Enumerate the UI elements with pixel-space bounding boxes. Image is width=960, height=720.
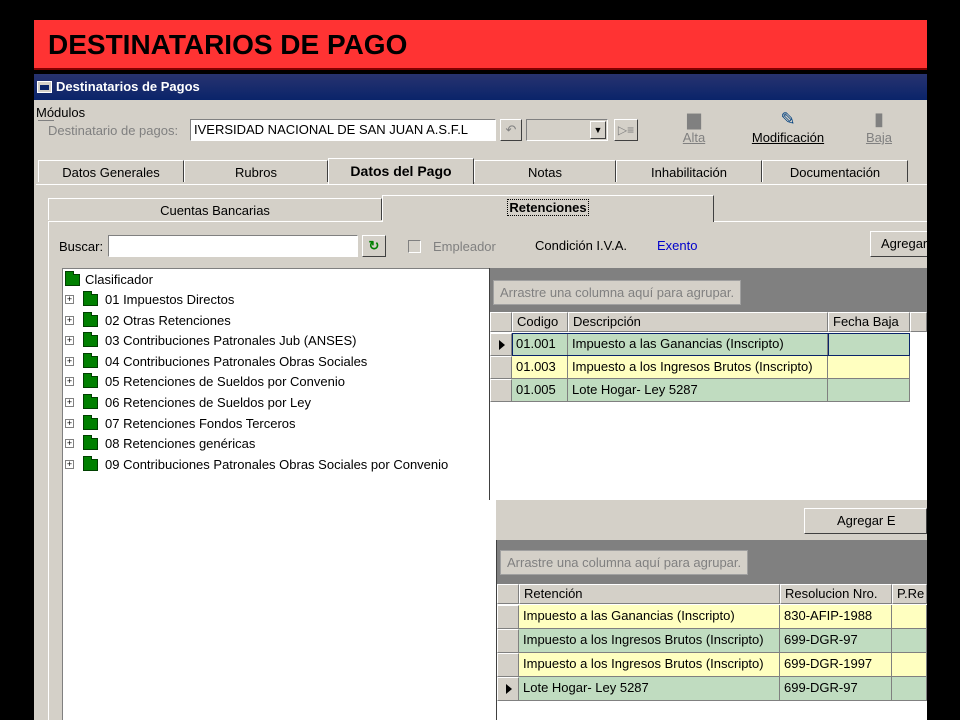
cell-descripcion[interactable]: Impuesto a los Ingresos Brutos (Inscripto) [568, 356, 828, 379]
cell-resolucion[interactable]: 830-AFIP-1988 [780, 605, 892, 629]
modificacion-label: Modificación [751, 130, 825, 145]
cell-p-re[interactable] [892, 653, 927, 677]
refresh-icon: ↻ [368, 238, 380, 253]
row-selector[interactable] [490, 356, 512, 379]
destinatario-field[interactable] [190, 119, 496, 141]
row-selector[interactable] [497, 629, 519, 653]
cell-fecha-baja[interactable] [828, 379, 910, 402]
trash-icon: ▮ [874, 109, 884, 129]
tree-item-label: 03 Contribuciones Patronales Jub (ANSES) [105, 333, 357, 349]
cell-resolucion[interactable]: 699-DGR-97 [780, 677, 892, 701]
modulos-label: Módulos [36, 105, 86, 120]
agregar-button[interactable] [870, 231, 927, 257]
tree-item-label: 09 Contribuciones Patronales Obras Sociales por Convenio [105, 456, 449, 472]
folder-icon [83, 294, 98, 306]
app-window [34, 74, 927, 720]
baja-label: Baja [865, 130, 893, 145]
tab-label: Notas [528, 165, 562, 180]
cell-p-re[interactable] [892, 605, 927, 629]
grid2 [497, 584, 927, 720]
banner-title: DESTINATARIOS DE PAGO [48, 29, 408, 60]
expand-icon[interactable]: + [66, 294, 73, 304]
destinatario-label: Destinatario de pagos: [48, 123, 179, 138]
cell-resolucion[interactable]: 699-DGR-97 [780, 629, 892, 653]
cell-fecha-baja[interactable] [828, 333, 910, 356]
groupbox-line [38, 120, 54, 121]
app-icon [37, 81, 52, 93]
cell-retencion[interactable]: Impuesto a las Ganancias (Inscripto) [519, 605, 780, 629]
cell-codigo[interactable]: 01.005 [512, 379, 568, 402]
expand-icon[interactable]: + [66, 314, 73, 325]
grid1-group-hint: Arrastre una columna aquí para agrupar. [493, 280, 741, 305]
tree-item-label: 07 Retenciones Fondos Terceros [105, 415, 296, 431]
subtab-panel-left [48, 221, 49, 720]
tab-datos-generales[interactable] [38, 160, 184, 182]
agregar-label: Agregar [881, 236, 927, 251]
agregar-e-button[interactable] [804, 508, 927, 534]
folder-icon [83, 397, 98, 409]
cell-fecha-baja[interactable] [828, 356, 910, 379]
current-row-icon [499, 340, 505, 350]
refresh-small-button[interactable] [500, 119, 522, 141]
subtab-label: Cuentas Bancarias [160, 203, 270, 218]
row-selector[interactable] [497, 605, 519, 629]
folder-icon [83, 335, 98, 347]
tree-item-label: 05 Retenciones de Sueldos por Convenio [105, 374, 345, 390]
alta-label: Alta [682, 130, 706, 145]
subtab-cuentas-bancarias[interactable] [48, 198, 382, 220]
cell-codigo[interactable]: 01.001 [512, 333, 568, 356]
new-document-icon: ▆ [687, 109, 701, 129]
baja-button[interactable] [859, 108, 899, 145]
folder-icon [83, 376, 98, 388]
tree-item-label: 06 Retenciones de Sueldos por Ley [105, 395, 311, 410]
refresh-icon: ↶ [505, 122, 517, 137]
folder-icon [83, 438, 98, 450]
cell-descripcion[interactable]: Lote Hogar- Ley 5287 [568, 379, 828, 402]
folder-icon [83, 356, 98, 368]
condicion-iva-value: Exento [657, 238, 698, 253]
grid2-header-retencion[interactable]: Retención [519, 584, 780, 604]
row-selector[interactable] [497, 677, 519, 701]
subtab-retenciones[interactable] [382, 195, 714, 222]
grid2-header-resolucion[interactable]: Resolucion Nro. [780, 584, 892, 604]
expand-icon[interactable]: + [66, 397, 73, 407]
expand-icon[interactable]: + [66, 355, 73, 366]
window-title: Destinatarios de Pagos [56, 79, 200, 94]
folder-icon [65, 274, 80, 286]
search-input[interactable] [108, 235, 358, 257]
grid1-header-descripcion[interactable]: Descripción [568, 312, 828, 332]
cell-retencion[interactable]: Impuesto a los Ingresos Brutos (Inscripto) [519, 629, 780, 653]
expand-icon[interactable]: + [66, 376, 73, 387]
expand-icon[interactable]: + [66, 335, 73, 346]
tab-datos-del-pago[interactable] [328, 158, 474, 184]
cell-p-re[interactable] [892, 677, 927, 701]
subtab-label: Retenciones [509, 200, 587, 215]
tree-root-label: Clasificador [85, 272, 153, 287]
cell-resolucion[interactable]: 699-DGR-1997 [780, 653, 892, 677]
navigate-button[interactable] [614, 119, 638, 141]
folder-icon [83, 418, 98, 430]
tab-notas[interactable] [474, 160, 616, 182]
chevron-down-icon[interactable]: ▼ [590, 121, 606, 139]
tab-label: Datos Generales [62, 165, 160, 180]
cell-p-re[interactable] [892, 629, 927, 653]
next-record-icon: ▷≡ [617, 123, 635, 137]
tree-item-label: 04 Contribuciones Patronales Obras Sociales [105, 353, 368, 369]
grid1-header-codigo[interactable]: Codigo [512, 312, 568, 332]
buscar-label: Buscar: [59, 239, 104, 254]
current-row-icon [506, 684, 512, 694]
grid1-header-fecha-baja[interactable]: Fecha Baja [828, 312, 910, 332]
code-select[interactable] [526, 119, 608, 141]
cell-descripcion[interactable]: Impuesto a las Ganancias (Inscripto) [568, 333, 828, 356]
alta-button[interactable] [674, 108, 714, 145]
grid2-group-hint: Arrastre una columna aquí para agrupar. [500, 550, 748, 575]
title-bar[interactable] [34, 74, 927, 100]
tab-label: Datos del Pago [350, 163, 452, 179]
empleador-checkbox[interactable] [408, 240, 421, 253]
folder-icon [83, 315, 98, 327]
tab-documentacion[interactable] [762, 160, 908, 182]
row-selector[interactable] [490, 333, 512, 356]
grid2-header-p-re[interactable]: P.Re [892, 584, 927, 604]
condicion-iva-label: Condición I.V.A. [535, 238, 628, 253]
tab-label: Rubros [235, 165, 277, 180]
agregar-e-label: Agregar E [837, 513, 896, 528]
edit-document-icon: ✎ [780, 109, 796, 129]
folder-icon [83, 459, 98, 471]
expand-icon[interactable]: + [66, 458, 73, 469]
expand-icon[interactable]: + [66, 417, 73, 428]
expand-icon[interactable]: + [66, 438, 73, 449]
destinatario-value: IVERSIDAD NACIONAL DE SAN JUAN A.S.F.L [194, 122, 469, 137]
tab-rubros[interactable] [184, 160, 328, 182]
tree-item-label: 01 Impuestos Directos [105, 292, 235, 307]
empleador-label: Empleador [433, 239, 496, 254]
modificacion-button[interactable] [746, 108, 830, 145]
cell-retencion[interactable]: Lote Hogar- Ley 5287 [519, 677, 780, 701]
cell-retencion[interactable]: Impuesto a los Ingresos Brutos (Inscripto) [519, 653, 780, 677]
tab-label: Inhabilitación [651, 165, 727, 180]
grid1-header-corner [490, 312, 512, 332]
grid1-header-filler [910, 312, 927, 332]
grid1 [490, 312, 927, 500]
tab-divider [36, 184, 927, 185]
tab-label: Documentación [789, 165, 881, 180]
slide-banner [34, 20, 927, 70]
grid2-header-corner [497, 584, 519, 604]
tree-item-label: 02 Otras Retenciones [105, 312, 231, 328]
clasificador-tree[interactable] [62, 268, 496, 720]
cell-codigo[interactable]: 01.003 [512, 356, 568, 379]
search-refresh-button[interactable] [362, 235, 386, 257]
tab-inhabilitacion[interactable] [616, 160, 762, 182]
tree-item-label: 08 Retenciones genéricas [105, 436, 256, 452]
row-selector[interactable] [490, 379, 512, 402]
row-selector[interactable] [497, 653, 519, 677]
